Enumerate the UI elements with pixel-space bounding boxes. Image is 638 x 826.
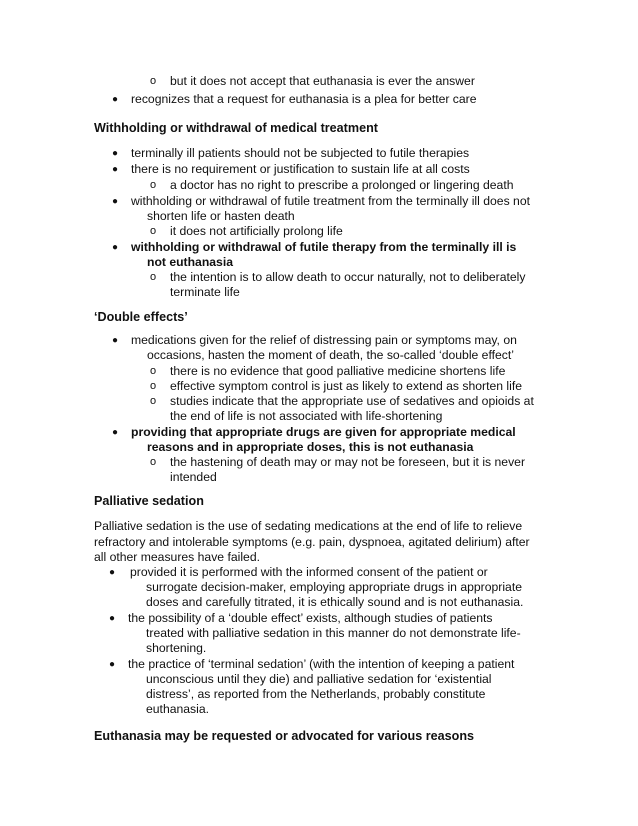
list-item-text: recognizes that a request for euthanasia is a plea for better care [131, 92, 477, 106]
bullet-marker: ● [109, 567, 116, 578]
section-heading-withholding: Withholding or withdrawal of medical treatment [94, 121, 378, 135]
list-item-text: doses and carefully titrated, it is ethically sound and is not euthanasia. [146, 595, 524, 609]
list-item-text: effective symptom control is just as likely to extend as shorten life [170, 379, 523, 393]
sub-bullet-marker: o [150, 75, 157, 87]
paragraph-line: refractory and intolerable symptoms (e.g. pain, dyspnoea, agitated delirium) after [94, 535, 530, 549]
list-item-text: withholding or withdrawal of futile treatment from the terminally ill does not [131, 194, 530, 208]
bullet-marker: ● [112, 164, 119, 175]
bullet-marker: ● [112, 242, 119, 253]
list-item-text: there is no requirement or justification to sustain life at all costs [131, 162, 470, 176]
list-item-text: treated with palliative sedation in this manner do not demonstrate life- [146, 626, 521, 640]
list-item-text: occasions, hasten the moment of death, the so-called ‘double effect’ [147, 348, 514, 362]
list-item-text: unconscious until they die) and palliative sedation for ‘existential [146, 672, 492, 686]
sub-bullet-marker: o [150, 179, 157, 191]
sub-bullet-marker: o [150, 380, 157, 392]
list-item-text: intended [170, 470, 217, 484]
list-item-text: surrogate decision-maker, employing appropriate drugs in appropriate [146, 580, 522, 594]
list-item-text: terminate life [170, 285, 240, 299]
bullet-marker: ● [109, 659, 116, 670]
list-item-text: the practice of ‘terminal sedation’ (with the intention of keeping a patient [128, 657, 515, 671]
bullet-marker: ● [112, 94, 119, 105]
sub-bullet-marker: o [150, 456, 157, 468]
list-item-text: the hastening of death may or may not be foreseen, but it is never [170, 455, 526, 469]
list-item-text: withholding or withdrawal of futile therapy from the terminally ill is [131, 240, 517, 254]
bullet-marker: ● [109, 613, 116, 624]
list-item-text: a doctor has no right to prescribe a prolonged or lingering death [170, 178, 514, 192]
paragraph-line: Palliative sedation is the use of sedating medications at the end of life to relieve [94, 519, 523, 533]
bullet-marker: ● [112, 196, 119, 207]
bullet-marker: ● [112, 427, 119, 438]
list-item-text: shortening. [146, 641, 207, 655]
list-item-text: providing that appropriate drugs are given for appropriate medical [131, 425, 516, 439]
list-item-text: not euthanasia [147, 255, 234, 269]
list-item-text: shorten life or hasten death [147, 209, 295, 223]
list-item-text: the possibility of a ‘double effect’ exists, although studies of patients [128, 611, 493, 625]
list-item-text: reasons and in appropriate doses, this is not euthanasia [147, 440, 474, 454]
list-item-text: distress’, as reported from the Netherlands, probably constitute [146, 687, 486, 701]
list-item-text: but it does not accept that euthanasia is ever the answer [170, 74, 475, 88]
list-item-text: it does not artificially prolong life [170, 224, 343, 238]
list-item-text: provided it is performed with the informed consent of the patient or [130, 565, 488, 579]
bullet-marker: ● [112, 335, 119, 346]
section-heading-reasons: Euthanasia may be requested or advocated for various reasons [94, 729, 475, 743]
list-item-text: studies indicate that the appropriate use of sedatives and opioids at [170, 394, 534, 408]
list-item-text: euthanasia. [146, 702, 210, 716]
bullet-marker: ● [112, 148, 119, 159]
list-item-text: medications given for the relief of distressing pain or symptoms may, on [131, 333, 517, 347]
sub-bullet-marker: o [150, 225, 157, 237]
list-item-text: the intention is to allow death to occur naturally, not to deliberately [170, 270, 526, 284]
paragraph-line: all other measures have failed. [94, 550, 260, 564]
list-item-text: terminally ill patients should not be subjected to futile therapies [131, 146, 470, 160]
list-item-text: the end of life is not associated with life-shortening [170, 409, 443, 423]
sub-bullet-marker: o [150, 395, 157, 407]
sub-bullet-marker: o [150, 271, 157, 283]
list-item-text: there is no evidence that good palliative medicine shortens life [170, 364, 506, 378]
section-heading-palliative-sedation: Palliative sedation [94, 494, 204, 508]
sub-bullet-marker: o [150, 365, 157, 377]
section-heading-double-effects: ‘Double effects’ [94, 310, 188, 324]
